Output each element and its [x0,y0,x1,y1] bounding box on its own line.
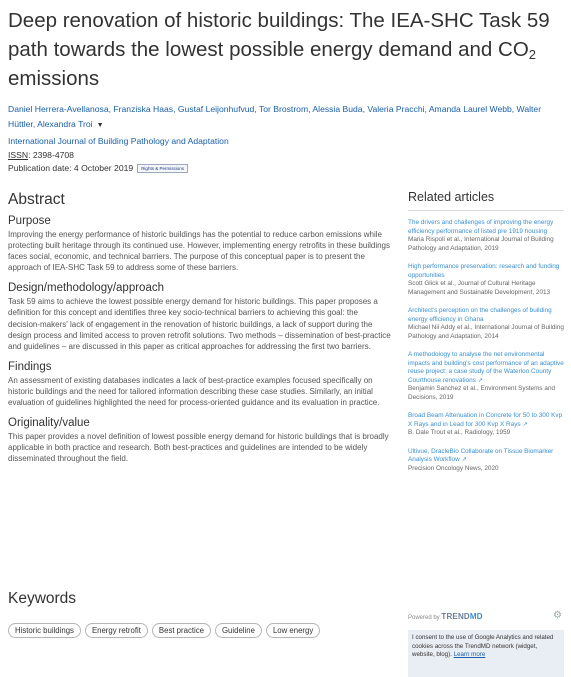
related-article-meta: Maria Rispoli et al., International Journal of Building Pathology and Adaptation, 2019 [408,236,554,252]
section-text: This paper provides a novel definition of lowest possible energy demand for historic buildings that is broadly applicable in both practice and research. Both best-practices and guidelines are intended to be widely disseminated throughout the field. [8,432,389,464]
abstract-heading: Abstract [8,191,65,208]
related-article-meta: Michael Nii Addy et al., International Journal of Building Pathology and Adaptation, 2014 [408,324,564,340]
section-heading: Purpose [8,215,51,227]
divider [408,210,564,211]
keyword-chip[interactable]: Energy retrofit [85,623,148,638]
related-article-link[interactable] [408,448,564,465]
related-article-title[interactable]: A methodology to analyse the net environmental impacts and building's cost performance of an adaptive reuse project: a case study of the Waterloo County Courthouse renovations [408,351,564,384]
trendmd-logo-trend: TREND [441,612,470,621]
trendmd-logo[interactable] [441,612,482,621]
section-text: An assessment of existing databases indicates a lack of best-practice examples focused specifically on historic buildings and the need for tailored information describing these case studies. Similarly, an initial evaluation of guidelines highlighted the need for process-oriented guidance and its evaluation in practice. [8,375,380,408]
related-article-link[interactable]: Architect's perception on the challenges of building energy efficiency in Ghana [408,307,552,323]
section-heading: Findings [8,360,52,373]
related-article [408,263,564,297]
author-list [8,102,563,133]
section-heading: Design/methodology/approach [8,282,164,295]
related-article-title[interactable]: Ultivue, DracleBio Collaborate on Tissue Biomarker Analysis Workflow [408,447,554,463]
consent-box [408,630,564,677]
consent-text[interactable]: I consent to the use of Google Analytics and related cookies across the TrendMD network (widget, website, blog). [412,634,554,659]
related-article-meta: Precision Oncology News, 2020 [408,464,499,472]
trendmd-logo-md: MD [469,612,483,621]
related-article-link[interactable] [408,412,564,429]
related-article [408,448,564,474]
external-link-icon: ↗ [461,457,467,463]
related-article-link[interactable]: The drivers and challenges of improving the energy efficiency performance of listed pre 1919 housing [408,219,554,235]
gear-icon[interactable]: ⚙ [553,610,562,621]
external-link-icon: ↗ [522,421,528,428]
related-articles-panel [408,190,564,483]
keywords-heading: Keywords [8,590,77,607]
keyword-chip[interactable]: Historic buildings [8,623,81,638]
related-article-link[interactable]: High performance preservation: research and funding opportunities [408,263,560,279]
trendmd-powered-by[interactable] [408,612,483,621]
keyword-list [8,623,320,638]
related-article [408,219,564,253]
keyword-chip[interactable]: Best practice [152,623,211,638]
related-article [408,412,564,438]
pubdate-value: : 4 October 2019 [69,163,134,173]
related-heading: Related articles [408,190,495,204]
related-article-meta: B. Dale Trout et al., Radiology, 1959 [408,429,511,436]
keyword-chip[interactable]: Guideline [215,623,262,638]
powered-by-text: Powered by [408,615,440,621]
pubdate-label: Publication date [8,163,70,173]
issn [8,150,74,160]
publication-date [8,163,188,173]
authors-text[interactable]: Daniel Herrera-Avellanosa, Franziska Haas, Gustaf Leijonhufvud, Tor Brostrom, Alessia Buda, Valeria Pracchi, Amanda Laurel Webb, Walter Hüttler, Alexandra Troi [8,104,542,129]
issn-value: : 2398-4708 [28,150,74,160]
external-link-icon: ↗ [477,377,483,384]
related-article-meta: Scott Glick et al., Journal of Cultural Heritage Management and Sustainable Development, 2013 [408,280,551,296]
abstract-section [8,191,391,473]
chevron-down-icon[interactable]: ▼ [96,122,104,129]
section-text: Task 59 aims to achieve the lowest possible energy demand for historic buildings. This paper proposes a definition for this concept and identifies three key socio-technical barriers to achieving this goal: the decision-makers' lack of engagement in the renovation of historic buildings, a lack of support during the design process and limited access to proven retrofit solutions. Two methods – dissemination of best-practice and guidelines – are discussed in this paper as critical approaches for addressing the first two barriers. [8,297,391,351]
related-article-link[interactable] [408,351,564,385]
related-article [408,351,564,402]
issn-label: ISSN [8,150,29,160]
journal-link[interactable]: International Journal of Building Pathology and Adaptation [8,136,229,146]
keyword-chip[interactable]: Low energy [266,623,320,638]
section-heading: Originality/value [8,417,90,430]
rights-permissions-button[interactable]: Rights & Permissions [137,164,188,173]
related-article-title[interactable]: Broad Beam Attenuation in Concrete for 50 to 300 Kvp X Rays and in Lead for 300 Kvp X Rays [408,412,563,428]
article-title: Deep renovation of historic buildings: The IEA-SHC Task 59 path towards the lowest possible energy demand and $CO_2$ emissions [8,9,550,90]
related-article [408,307,564,341]
related-article-meta: Benjamin Sanchez et al., Environment Systems and Decisions, 2019 [408,385,556,401]
section-text: Improving the energy performance of historic buildings has the potential to reduce carbon emissions while protecting built heritage through its continued use. However, implementing energy retrofits in these buildings faces social, economic, and technical barriers. The purpose of this conceptual paper is to present the approach of IEA-SHC Task 59 to address some of these barriers. [8,230,390,273]
learn-more-link[interactable]: Learn more [453,651,486,659]
trendmd-bar [408,610,564,624]
